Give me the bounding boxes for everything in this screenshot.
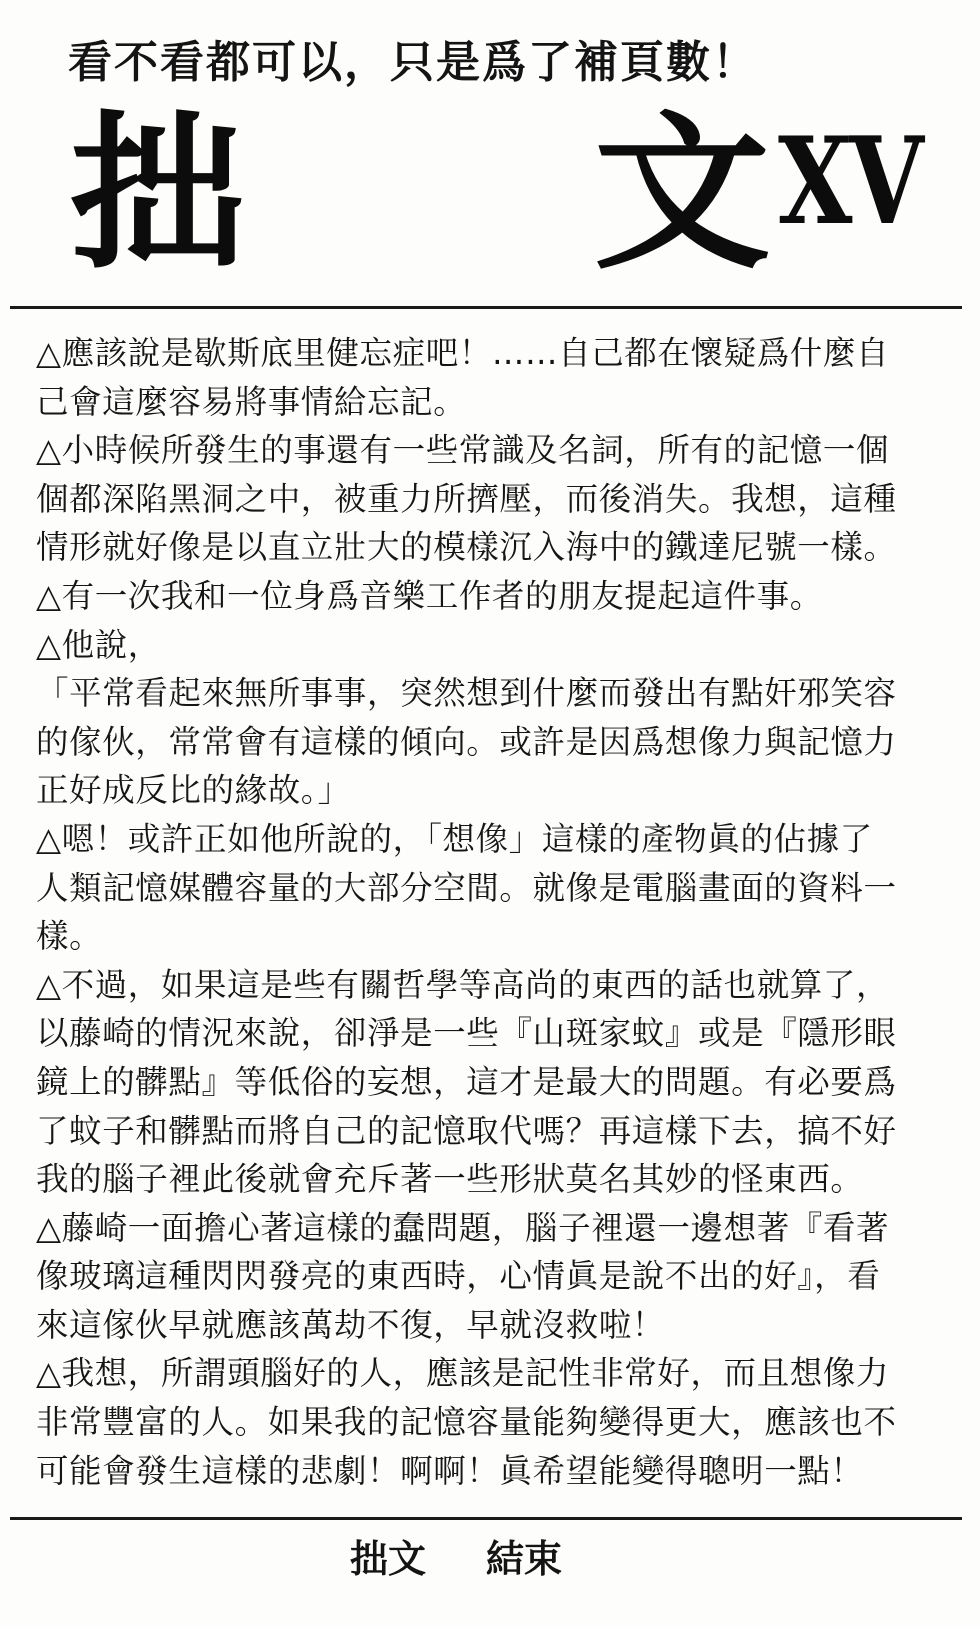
essay-line: 「平常看起來無所事事，突然想到什麼而發出有點奸邪笑容 (36, 674, 897, 713)
essay-line: 來這傢伙早就應該萬劫不復，早就沒救啦！ (36, 1305, 665, 1344)
essay-line: △他說， (36, 625, 161, 664)
essay-line: 非常豐富的人。如果我的記憶容量能夠變得更大，應該也不 (36, 1403, 897, 1442)
footer-end-label: 結束 (486, 1537, 563, 1581)
essay-line: 了蚊子和髒點而將自己的記憶取代嗎？再這樣下去，搞不好 (36, 1111, 897, 1150)
page-footer (350, 1528, 562, 1583)
essay-line: 鏡上的髒點』等低俗的妄想，這才是最大的問題。有必要爲 (36, 1062, 897, 1101)
essay-line: △應該說是歇斯底里健忘症吧！……自己都在懷疑爲什麼自 (36, 334, 890, 372)
top-divider (10, 306, 962, 309)
footer-title: 拙文 (350, 1537, 427, 1581)
title-char-left: 拙 (69, 96, 247, 292)
essay-line: 己會這麼容易將事情給忘記。 (36, 382, 467, 421)
title-roman-numeral: XV (778, 111, 921, 252)
essay-line: 的傢伙，常常會有這樣的傾向。或許是因爲想像力與記憶力 (36, 722, 897, 761)
essay-body (36, 329, 950, 1495)
essay-line: △我想，所謂頭腦好的人，應該是記性非常好，而且想像力 (36, 1354, 890, 1393)
essay-line: 人類記憶媒體容量的大部分空間。就像是電腦畫面的資料一 (36, 868, 897, 907)
essay-line: △有一次我和一位身爲音樂工作者的朋友提起這件事。 (36, 576, 823, 615)
essay-line: 正好成反比的緣故。」 (36, 771, 351, 810)
essay-line: 以藤崎的情況來說，卻淨是一些『山斑家蚊』或是『隱形眼 (36, 1014, 897, 1053)
essay-line: △藤崎一面擔心著這樣的蠢問題，腦子裡還一邊想著『看著 (36, 1208, 890, 1247)
essay-line: 樣。 (36, 917, 103, 956)
title-char-right: 文 (593, 96, 771, 292)
essay-line: 我的腦子裡此後就會充斥著一些形狀莫名其妙的怪東西。 (36, 1160, 864, 1199)
essay-line: △小時候所發生的事還有一些常識及名詞，所有的記憶一個 (36, 431, 890, 470)
bottom-divider (10, 1517, 962, 1520)
essay-line: 可能會發生這樣的悲劇！啊啊！眞希望能變得聰明一點！ (36, 1451, 864, 1490)
essay-line: 情形就好像是以直立壯大的模樣沉入海中的鐵達尼號一樣。 (36, 528, 897, 567)
page-subtitle: 看不看都可以，只是爲了補頁數！ (68, 37, 758, 88)
essay-line: △嗯！或許正如他所說的，「想像」這樣的產物眞的佔據了 (36, 819, 873, 858)
essay-line: 個都深陷黑洞之中，被重力所擠壓，而後消失。我想，這種 (36, 479, 897, 518)
essay-line: △不過，如果這是些有關哲學等高尚的東西的話也就算了， (36, 965, 890, 1004)
essay-line: 像玻璃這種閃閃發亮的東西時，心情眞是說不出的好』，看 (36, 1257, 881, 1296)
